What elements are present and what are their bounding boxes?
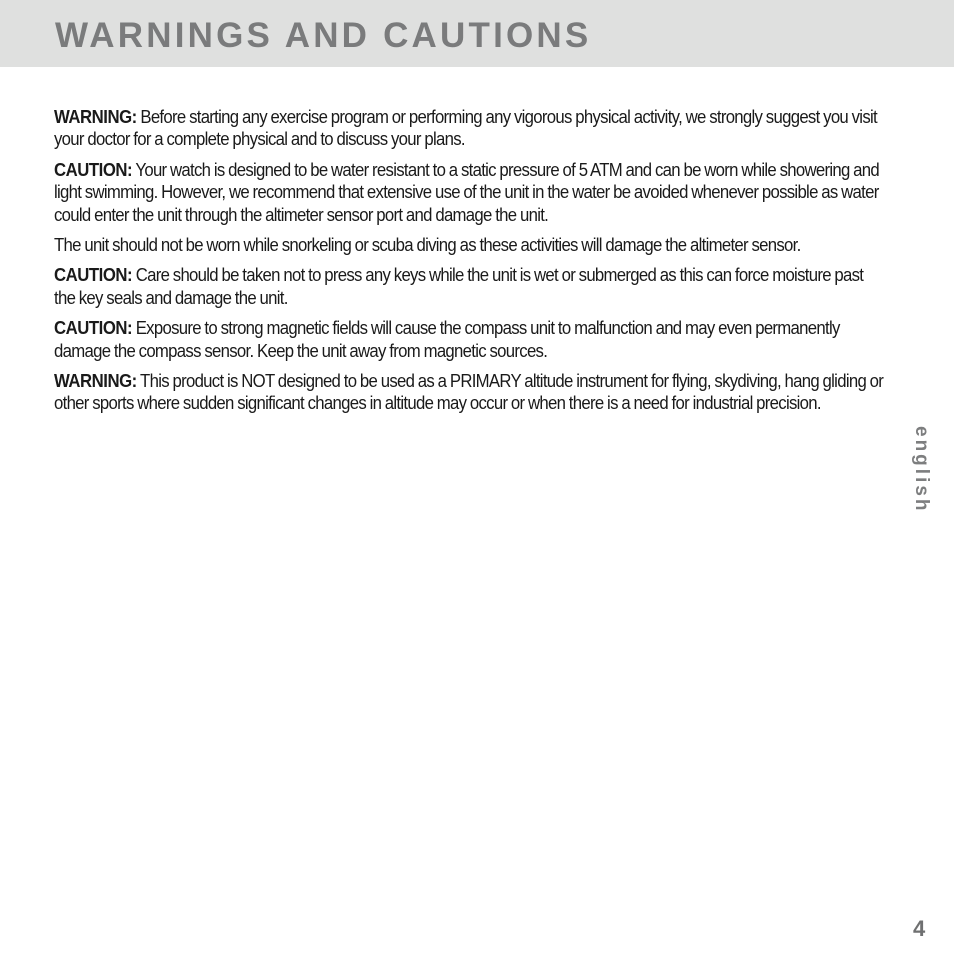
paragraph-label: CAUTION: [54,318,133,339]
paragraph-label: WARNING: [54,371,137,392]
language-tab: english [911,426,932,514]
page-number: 4 [913,916,926,941]
document-body [54,106,886,423]
paragraph-text: Care should be taken not to press any keys while the unit is wet or submerged as this can force moisture past the key seals and damage the unit. [54,265,864,308]
diving-note-paragraph [54,234,884,256]
paragraph-label: WARNING: [54,107,137,127]
paragraph-text: Before starting any exercise program or performing any vigorous physical activity, we strongly suggest you visit your doctor for a complete physical and to discuss your plans. [54,107,877,150]
caution-keys-paragraph [54,264,884,309]
paragraph-text: Your watch is designed to be water resistant to a static pressure of 5 ATM and can be worn while showering and light swimming. However, we recommend that extensive use of the unit in the water be avoided whenever possible as water could enter the unit through the altimeter sensor port and damage the unit. [54,159,880,225]
page-title: WARNINGS AND CAUTIONS [55,16,592,55]
warning-altitude-paragraph [54,370,884,415]
paragraph-text: The unit should not be worn while snorkeling or scuba diving as these activities will damage the altimeter sensor. [54,235,801,256]
caution-water-paragraph [54,159,884,226]
paragraph-label: CAUTION: [54,265,133,286]
paragraph-text: This product is NOT designed to be used as a PRIMARY altitude instrument for flying, skydiving, hang gliding or other sports where sudden significant changes in altitude may occur or when there is a need for industrial precision. [54,371,884,414]
paragraph-text: Exposure to strong magnetic fields will cause the compass unit to malfunction and may even permanently damage the compass sensor. Keep the unit away from magnetic sources. [54,318,840,361]
warning-exercise-paragraph [54,106,884,151]
paragraph-label: CAUTION: [54,159,133,180]
caution-magnetic-paragraph [54,317,884,362]
